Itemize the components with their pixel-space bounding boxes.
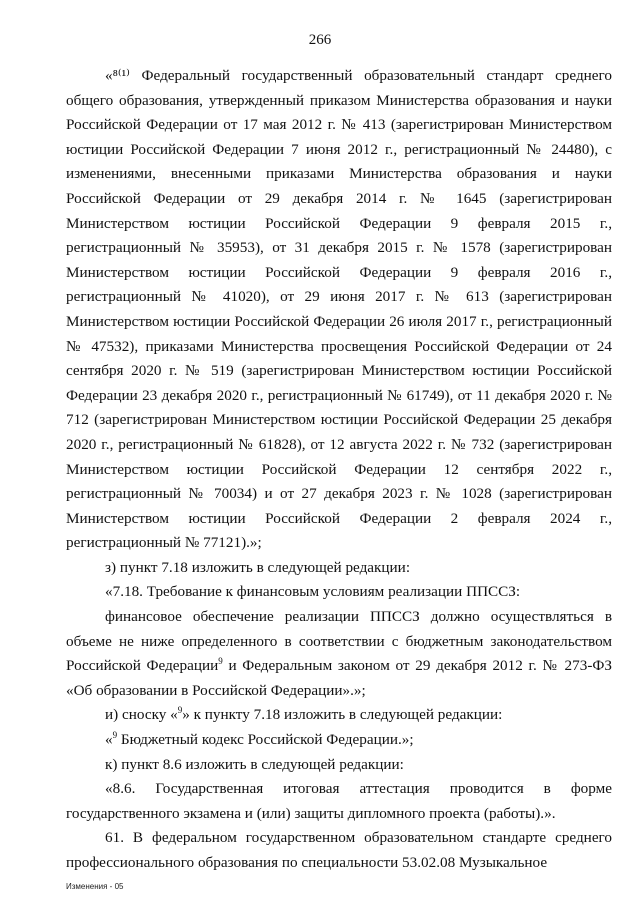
footnote-9-text-b: Бюджетный кодекс Российской Федерации.»;: [117, 731, 414, 749]
item-k-paragraph: к) пункт 8.6 изложить в следующей редакции:: [105, 755, 404, 773]
footnote-9-text-a: «: [105, 731, 113, 749]
item-8-6-paragraph: «8.6. Государственная итоговая аттестация проводится в форме государственного экзамена и (или) защиты дипломного проекта (работы).».: [66, 780, 612, 822]
financing-paragraph: [66, 605, 612, 703]
document-body: [66, 64, 612, 876]
item-i-text-b: » к пункту 7.18 изложить в следующей редакции:: [182, 706, 503, 724]
financing-text-b: и Федеральным законом от 29 декабря 2012 г. № 273-ФЗ «Об образовании в Российской Федерации».»;: [66, 657, 613, 699]
page-number: 266: [308, 32, 332, 48]
footer-note: Изменения - 05: [66, 882, 124, 891]
footnote-8-1-paragraph: «⁸⁽¹⁾ Федеральный государственный образовательный стандарт среднего общего образования, утвержденный приказом Министерства образования и науки Российской Федерации от 17 мая 2012 г. № 413 (зарегистрирован Министерством юстиции Российской Федерации 7 июня 2012 г., регистрационный № 24480), с изменениями, внесенными приказами Министерства образования и науки Российской Федерации от 29 декабря 2014 г. № 1645 (зарегистрирован Министерством юстиции Российской Федерации 9 февраля 2015 г., регистрационный № 35953), от 31 декабря 2015 г. № 1578 (зарегистрирован Министерством юстиции Российской Федерации 9 февраля 2016 г., регистрационный № 41020), от 29 июня 2017 г. № 613 (зарегистрирован Министерством юстиции Российской Федерации 26 июля 2017 г., регистрационный № 47532), приказами Министерства просвещения Российской Федерации от 24 сентября 2020 г. № 519 (зарегистрирован Министерством юстиции Российской Федерации 23 декабря 2020 г., регистрационный № 61749), от 11 декабря 2020 г. № 712 (зарегистрирован Министерством юстиции Российской Федерации 25 декабря 2020 г., регистрационный № 61828), от 12 августа 2022 г. № 732 (зарегистрирован Министерством юстиции Российской Федерации 12 сентября 2022 г., регистрационный № 70034) и от 27 декабря 2023 г. № 1028 (зарегистрирован Министерством юстиции Российской Федерации 2 февраля 2024 г., регистрационный № 77121).»;: [66, 67, 612, 552]
item-7-18-heading: «7.18. Требование к финансовым условиям реализации ППССЗ:: [105, 583, 521, 601]
footnote-ref-9: 9: [218, 656, 223, 667]
footnote-9-marker: 9: [112, 729, 118, 740]
item-61-paragraph: 61. В федеральном государственном образовательном стандарте среднего профессионального образования по специальности 53.02.08 Музыкальное: [66, 829, 612, 871]
financing-text-a: финансовое обеспечение реализации ППССЗ должно осуществляться в объеме не ниже определенного в соответствии с бюджетным законодательством Российской Федерации: [66, 608, 612, 675]
item-z-paragraph: з) пункт 7.18 изложить в следующей редакции:: [105, 558, 411, 576]
footnote-9-paragraph: [66, 728, 612, 753]
item-i-text-a: и) сноску «: [105, 706, 178, 724]
item-i-footnote-ref: 9: [177, 705, 183, 716]
item-i-paragraph: [66, 703, 612, 728]
